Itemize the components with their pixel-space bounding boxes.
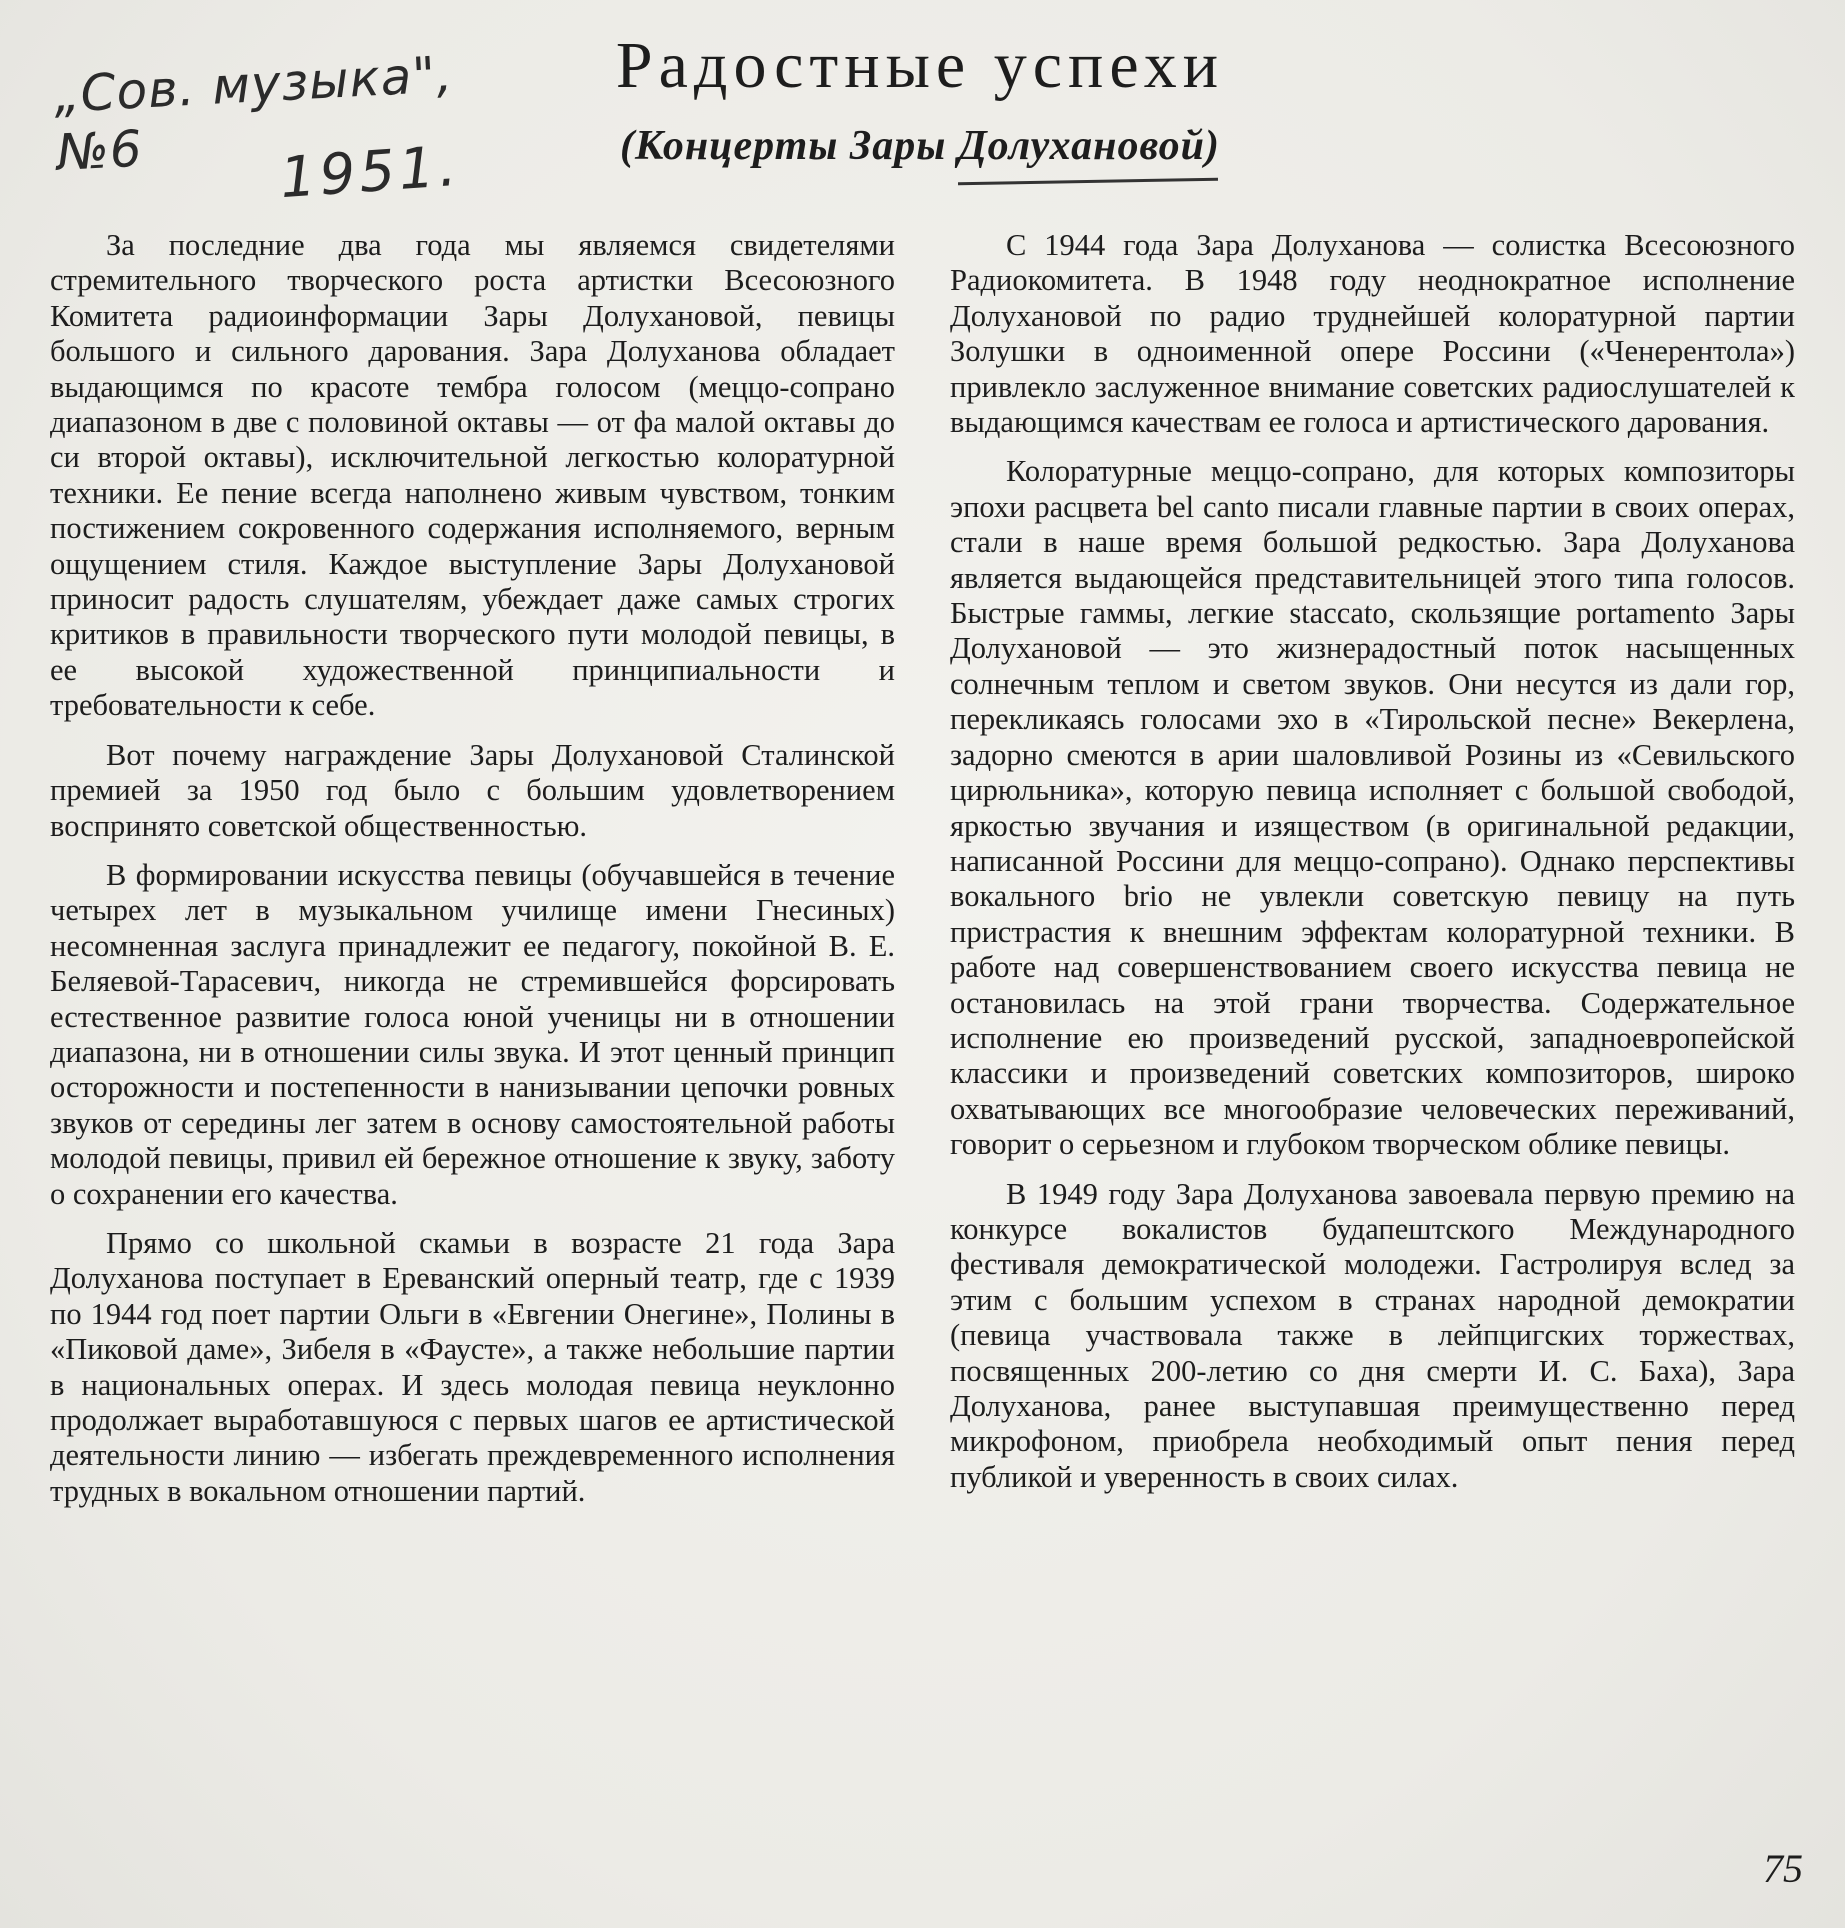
- left-column: [50, 228, 895, 1523]
- handwritten-year-line: 1951.: [277, 133, 463, 212]
- page-number: 75: [1763, 1846, 1803, 1891]
- paragraph: С 1944 года Зара Долуханова — солистка Всесоюзного Радиокомитета. В 1948 году неоднократное исполнение Долухановой по радио труднейшей колоратурной партии Золушки в одноименной опере Россини («Ченерентола») привлекло заслуженное внимание советских радиослушателей к выдающимся качествам ее голоса и артистического дарования.: [950, 228, 1795, 440]
- paragraph: Прямо со школьной скамьи в возрасте 21 года Зара Долуханова поступает в Ереванский оперный театр, где с 1939 по 1944 год поет партии Ольги в «Евгении Онегине», Полины в «Пиковой даме», Зибеля в «Фаусте», а также небольшие партии в национальных операх. И здесь молодая певица неуклонно продолжает выработавшуюся с первых шагов ее артистической деятельности линию — избегать преждевременного исполнения трудных в вокальном отношении партий.: [50, 1225, 895, 1508]
- article-title: Радостные успехи: [615, 29, 1225, 102]
- article-subtitle: (Концерты Зары Долухановой): [619, 123, 1220, 169]
- right-column: [950, 228, 1795, 1509]
- handwritten-source-line: „Сов. музыка", №6: [52, 45, 455, 182]
- paragraph: В 1949 году Зара Долуханова завоевала первую премию на конкурсе вокалистов будапештского Международного фестиваля демократической молодежи. Гастролируя вслед за этим с большим успехом в странах народной демократии (певица участвовала также в лейпцигских торжествах, посвященных 200-летию со дня смерти И. С. Баха), Зара Долуханова, ранее выступавшая преимущественно перед микрофоном, приобрела необходимый опыт пения перед публикой и уверенность в своих силах.: [950, 1176, 1795, 1494]
- paragraph: Колоратурные меццо-сопрано, для которых композиторы эпохи расцвета bel canto писали главные партии в своих операх, стали в наше время большой редкостью. Зара Долуханова является выдающейся представительницей этого типа голосов. Быстрые гаммы, легкие staccato, скользящие portamento Зары Долухановой — это жизнерадостный поток насыщенных солнечным теплом и светом звуков. Они несутся из дали гор, перекликаясь голосами эхо в «Тирольской песне» Векерлена, задорно смеются в арии шаловливой Розины из «Севильского цирюльника», которую певица исполняет с большой свободой, яркостью звучания и изяществом (в оригинальной редакции, написанной Россини для меццо-сопрано). Однако перспективы вокального brio не увлекли советскую певицу на путь пристрастия к внешним эффектам колоратурной техники. В работе над совершенствованием своего искусства певица не остановилась на этой грани творчества. Содержательное исполнение ею произведений русской, западноевропейской классики и произведений советских композиторов, широко охватывающих все многообразие человеческих переживаний, говорит о серьезном и глубоком творческом облике певицы.: [950, 454, 1795, 1162]
- paragraph: Вот почему награждение Зары Долухановой Сталинской премией за 1950 год было с большим удовлетворением воспринято советской общественностью.: [50, 737, 895, 843]
- handwritten-underline: [958, 178, 1218, 186]
- paragraph: В формировании искусства певицы (обучавшейся в течение четырех лет в музыкальном училище имени Гнесиных) несомненная заслуга принадлежит ее педагогу, покойной В. Е. Беляевой-Тарасевич, никогда не стремившейся форсировать естественное развитие голоса юной ученицы ни в отношении диапазона, ни в отношении силы звука. И этот ценный принцип осторожности и постепенности в нанизывании цепочки ровных звуков от середины лег затем в основу самостоятельной работы молодой певицы, привил ей бережное отношение к звуку, заботу о сохранении его качества.: [50, 857, 895, 1211]
- paragraph: За последние два года мы являемся свидетелями стремительного творческого роста артистки Всесоюзного Комитета радиоинформации Зары Долухановой, певицы большого и сильного дарования. Зара Долуханова обладает выдающимся по красоте тембра голосом (меццо-сопрано диапазоном в две с половиной октавы — от фа малой октавы до си второй октавы), исключительной легкостью колоратурной техники. Ее пение всегда наполнено живым чувством, тонким постижением сокровенного содержания исполняемого, верным ощущением стиля. Каждое выступление Зары Долухановой приносит радость слушателям, убеждает даже самых строгих критиков в правильности творческого пути молодой певицы, в ее высокой художественной принципиальности и требовательности к себе.: [50, 228, 895, 723]
- handwritten-annotation: [52, 40, 515, 212]
